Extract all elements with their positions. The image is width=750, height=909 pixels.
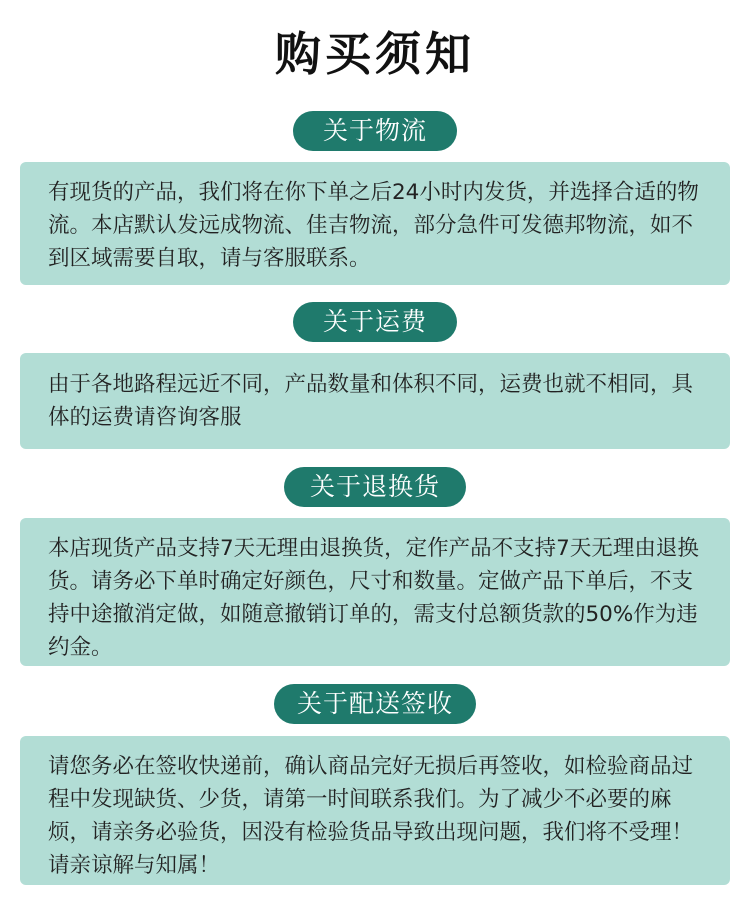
- delivery-text: 请您务必在签收快递前，确认商品完好无损后再签收，如检验商品过程中发现缺货、少货，请第一时间联系我们。为了减少不必要的麻烦，请亲务必验货，因没有检验货品导致出现问题，我们将不受理！请亲谅解与知属！: [48, 754, 694, 878]
- section-heading-delivery: 关于配送签收: [274, 684, 476, 724]
- section-heading-shipping-fee: 关于运费: [293, 302, 457, 342]
- page-title: 购买须知: [275, 27, 475, 81]
- returns-text: 本店现货产品支持7天无理由退换货，定作产品不支持7天无理由退换货。请务必下单时确定好颜色，尺寸和数量。定做产品下单后，不支持中途撤消定做，如随意撤销订单的，需支付总额货款的50%作为违约金。: [48, 536, 699, 660]
- section-heading-logistics: 关于物流: [293, 111, 457, 151]
- section-body-delivery: [20, 736, 730, 885]
- section-body-returns: [20, 518, 730, 666]
- shipping-fee-text: 由于各地路程远近不同，产品数量和体积不同，运费也就不相同，具体的运费请咨询客服: [48, 372, 694, 430]
- section-heading-returns: 关于退换货: [284, 467, 466, 507]
- section-body-logistics: [20, 162, 730, 285]
- section-body-shipping-fee: [20, 353, 730, 449]
- logistics-text: 有现货的产品，我们将在你下单之后24小时内发货，并选择合适的物流。本店默认发远成物流、佳吉物流，部分急件可发德邦物流，如不到区域需要自取，请与客服联系。: [48, 180, 699, 271]
